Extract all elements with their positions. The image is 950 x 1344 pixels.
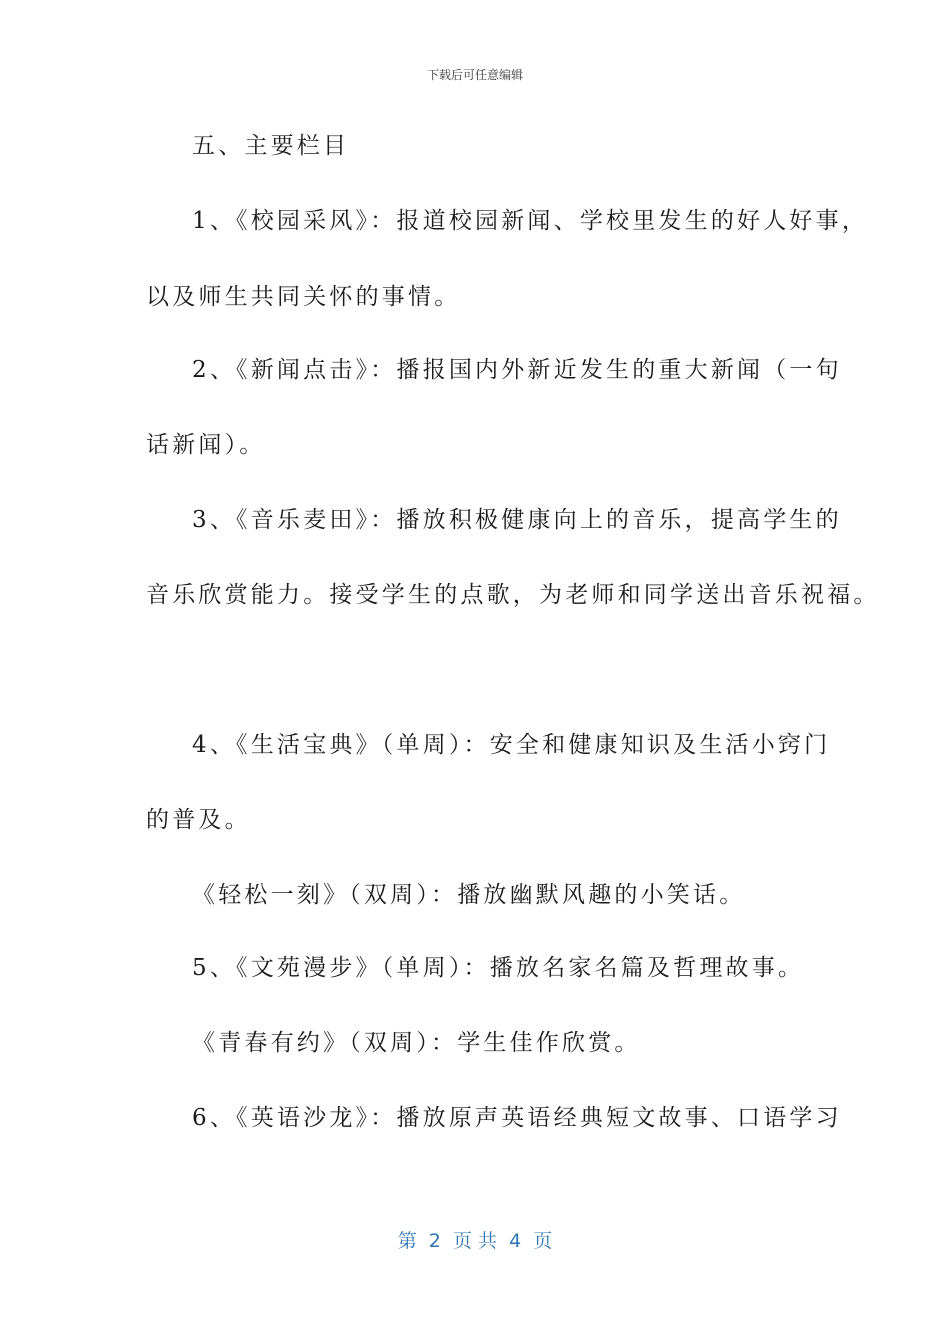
item-2-line-1: 2、《新闻点击》：播报国内外新近发生的重大新闻（一句 — [192, 357, 842, 383]
item-3-line-1: 3、《音乐麦田》：播放积极健康向上的音乐，提高学生的 — [192, 507, 842, 533]
item-1-line-1: 1、《校园采风》：报道校园新闻、学校里发生的好人好事， — [192, 208, 869, 234]
item-3-line-2: 音乐欣赏能力。接受学生的点歌，为老师和同学送出音乐祝福。 — [146, 582, 880, 608]
item-6-line-1: 6、《英语沙龙》：播放原声英语经典短文故事、口语学习 — [192, 1105, 842, 1131]
item-1-line-2: 以及师生共同关怀的事情。 — [146, 284, 461, 310]
item-5-line-1: 5、《文苑漫步》（单周）：播放名家名篇及哲理故事。 — [192, 955, 805, 981]
item-4-line-1: 4、《生活宝典》（单周）：安全和健康知识及生活小窍门 — [192, 732, 831, 758]
page-number-footer: 第 2 页 共 4 页 — [397, 1230, 553, 1252]
item-2-line-2: 话新闻）。 — [146, 432, 266, 458]
item-4-line-2: 的普及。 — [146, 807, 251, 833]
section-heading: 五、主要栏目 — [192, 133, 350, 159]
page-header-note: 下载后可任意编辑 — [426, 68, 523, 82]
item-5-line-2: 《青春有约》（双周）：学生佳作欣赏。 — [192, 1030, 641, 1056]
item-4-line-3: 《轻松一刻》（双周）：播放幽默风趣的小笑话。 — [192, 882, 746, 908]
